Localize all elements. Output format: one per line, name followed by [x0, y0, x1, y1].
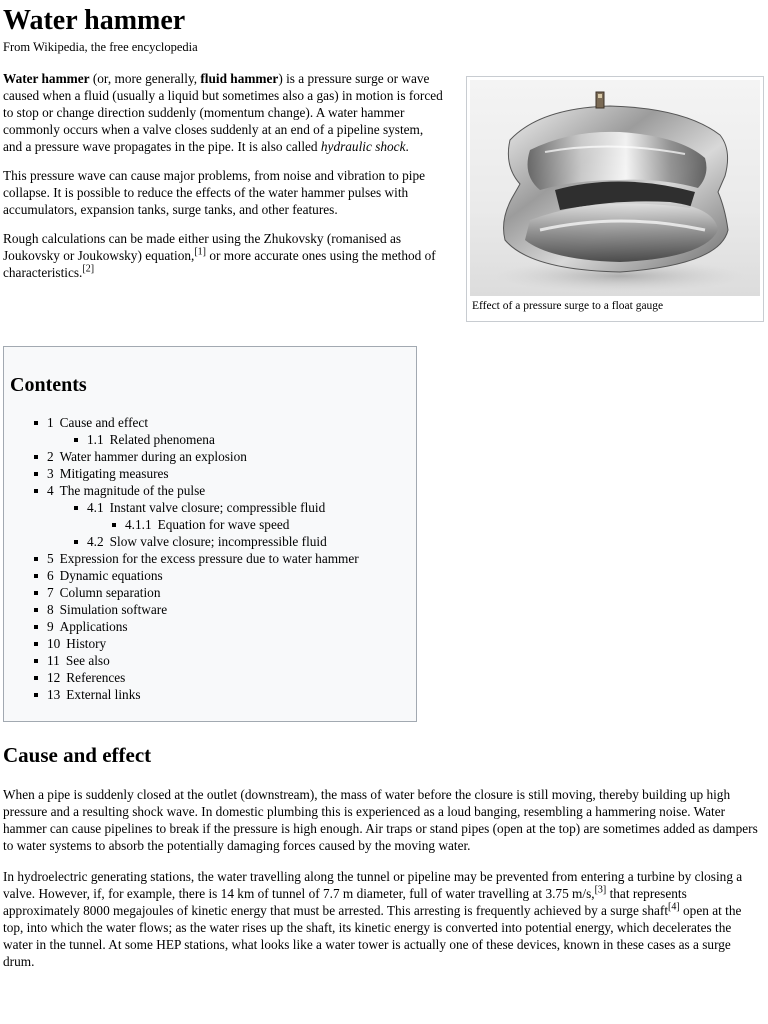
toc-link[interactable] — [47, 584, 160, 601]
toc-number: 13 — [47, 687, 61, 702]
toc-link[interactable] — [47, 618, 128, 635]
reference-link-3[interactable]: [3] — [594, 884, 607, 896]
bullet-icon — [34, 489, 38, 493]
bullet-icon — [112, 523, 116, 527]
toc-link[interactable] — [47, 567, 163, 584]
term-water-hammer: Water hammer — [3, 71, 90, 86]
toc-number: 12 — [47, 670, 61, 685]
toc-number: 10 — [47, 636, 61, 651]
bullet-icon — [34, 574, 38, 578]
toc-link[interactable] — [47, 414, 148, 431]
toc-label: Cause and effect — [59, 415, 149, 430]
toc-link[interactable] — [47, 652, 110, 669]
bullet-icon — [34, 676, 38, 680]
term-fluid-hammer: fluid hammer — [200, 71, 279, 86]
bullet-icon — [34, 591, 38, 595]
infobox-caption: Effect of a pressure surge to a float gauge — [472, 300, 664, 312]
toc-label: Applications — [59, 619, 128, 634]
toc-number: 4.2 — [87, 534, 104, 549]
toc-link[interactable] — [47, 686, 141, 703]
toc-link[interactable] — [125, 516, 289, 533]
intro-p1-text-b: ) is a pressure surge or wave caused when a fluid (usually a liquid but sometimes also a gas) in motion is forced to stop or change direction suddenly (momentum change). A water hammer commonly occurs when a valve closes suddenly at an end of a pipeline system, and a pressure wave propagates in the pipe. It is also called — [3, 71, 443, 154]
cause-p2-text-a: In hydroelectric generating stations, the water travelling along the tunnel or pipeline may be prevented from entering a turbine by closing a valve. However, if, for example, there is 14 km of tunnel of 7.7 m diameter, full of water travelling at 3.75 m/s, — [3, 869, 743, 901]
bullet-icon — [74, 506, 78, 510]
toc-number: 9 — [47, 619, 54, 634]
intro-p3-text-a: Rough calculations can be made either using the Zhukovsky (romanised as Joukovsky or Joukowsky) equation, — [3, 231, 402, 263]
table-of-contents — [3, 346, 417, 722]
intro-p1-text-c: . — [405, 139, 409, 154]
bullet-icon — [34, 557, 38, 561]
toc-label: Water hammer during an explosion — [59, 449, 247, 464]
toc-number: 1 — [47, 415, 54, 430]
toc-label: History — [66, 636, 107, 651]
toc-label: See also — [65, 653, 110, 668]
toc-link[interactable] — [47, 482, 205, 499]
bullet-icon — [34, 608, 38, 612]
toc-link[interactable] — [47, 635, 106, 652]
toc-number: 7 — [47, 585, 54, 600]
bullet-icon — [34, 472, 38, 476]
cause-paragraph-1: When a pipe is suddenly closed at the outlet (downstream), the mass of water before the closure is still moving, thereby building up high pressure and a resulting shock wave. In domestic plumbing this is experienced as a loud banging, resembling a hammering noise. Water hammer can cause pipelines to break if the pressure is high enough. Air traps or stand pipes (open at the top) are sometimes added as dampers to water systems to absorb the potentially damaging forces caused by the moving water. — [3, 787, 758, 853]
intro-paragraph-2: This pressure wave can cause major problems, from noise and vibration to pipe collapse. It is possible to reduce the effects of the water hammer pulses with accumulators, expansion tanks, surge tanks, and other features. — [3, 168, 426, 217]
tagline: From Wikipedia, the free encyclopedia — [3, 40, 198, 54]
bullet-icon — [34, 642, 38, 646]
toc-link[interactable] — [87, 499, 325, 516]
page-title: Water hammer — [3, 5, 186, 36]
reference-link-4[interactable]: [4] — [668, 901, 680, 913]
infobox-figure — [466, 76, 764, 322]
toc-number: 4.1.1 — [125, 517, 152, 532]
toc-number: 4 — [47, 483, 54, 498]
toc-label: Column separation — [59, 585, 161, 600]
toc-label: Slow valve closure; incompressible fluid — [109, 534, 327, 549]
toc-number: 6 — [47, 568, 54, 583]
toc-number: 4.1 — [87, 500, 104, 515]
bullet-icon — [74, 438, 78, 442]
toc-label: Related phenomena — [109, 432, 215, 447]
toc-link[interactable] — [47, 465, 169, 482]
intro-paragraph-1 — [3, 70, 443, 155]
toc-title: Contents — [10, 374, 87, 396]
toc-label: The magnitude of the pulse — [59, 483, 206, 498]
toc-link[interactable] — [47, 601, 167, 618]
bullet-icon — [34, 421, 38, 425]
intro-p1-text-a: (or, more generally, — [89, 71, 201, 86]
term-hydraulic-shock: hydraulic shock — [320, 139, 406, 154]
reference-link-2[interactable]: [2] — [82, 263, 95, 275]
bullet-icon — [74, 540, 78, 544]
float-gauge-image[interactable] — [470, 80, 760, 296]
toc-link[interactable] — [87, 533, 327, 550]
toc-number: 11 — [47, 653, 60, 668]
toc-label: Instant valve closure; compressible fluid — [109, 500, 326, 515]
bullet-icon — [34, 455, 38, 459]
reference-link-1[interactable]: [1] — [194, 246, 206, 258]
cause-paragraph-2 — [3, 868, 763, 970]
toc-label: Mitigating measures — [59, 466, 169, 481]
toc-label: Expression for the excess pressure due to water hammer — [59, 551, 359, 566]
toc-link[interactable] — [87, 431, 215, 448]
section-heading-cause-and-effect: Cause and effect — [3, 743, 152, 767]
toc-label: External links — [66, 687, 141, 702]
cause-p2-text-c: open at the top, into which the water flows; as the water rises up the shaft, its kinetic energy is converted into potential energy, which decelerates the water in the tunnel. At some HEP stations, what looks like a water tower is actually one of these devices, known in these cases as a surge drum. — [3, 903, 742, 969]
cause-p2-text-b: that represents approximately 8000 megajoules of kinetic energy that must be arrested. This arresting is frequently achieved by a surge shaft — [3, 886, 687, 918]
toc-link[interactable] — [47, 448, 247, 465]
toc-label: Dynamic equations — [59, 568, 163, 583]
toc-number: 5 — [47, 551, 54, 566]
toc-number: 8 — [47, 602, 54, 617]
toc-label: Simulation software — [59, 602, 168, 617]
crushed-float-gauge-graphic — [470, 80, 760, 296]
section-cause-and-effect — [3, 786, 763, 984]
toc-label: References — [66, 670, 126, 685]
bullet-icon — [34, 625, 38, 629]
intro-section — [3, 70, 443, 293]
toc-label: Equation for wave speed — [157, 517, 290, 532]
toc-number: 2 — [47, 449, 54, 464]
bullet-icon — [34, 693, 38, 697]
bullet-icon — [34, 659, 38, 663]
toc-link[interactable] — [47, 550, 359, 567]
toc-number: 1.1 — [87, 432, 104, 447]
intro-p3-text-b: or more accurate ones using the method of characteristics. — [3, 248, 436, 280]
intro-paragraph-3 — [3, 230, 443, 281]
toc-number: 3 — [47, 466, 54, 481]
toc-link[interactable] — [47, 669, 125, 686]
